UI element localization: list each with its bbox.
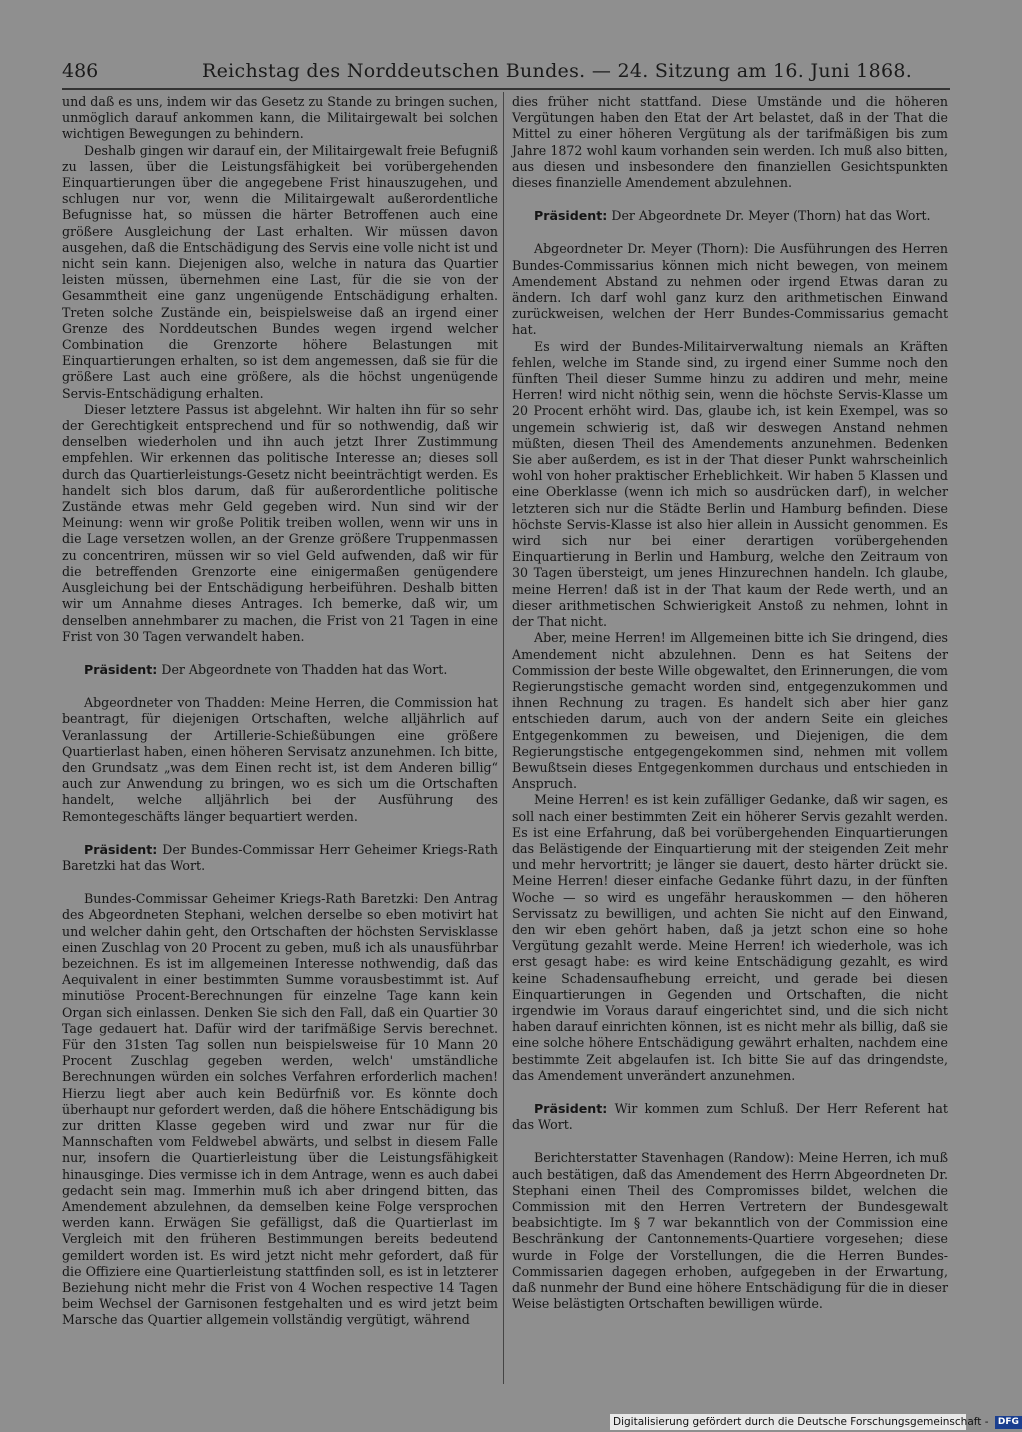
- paragraph: [512, 1150, 948, 1312]
- paragraph: [512, 94, 948, 191]
- header-rule: [62, 88, 950, 90]
- paragraph-text: Dieser letztere Passus ist abgelehnt. Wir halten ihn für so sehr der Gerechtigkeit entsprechend und für so nothwendig, daß wir denselben wiederholen und ihn auch jetzt Ihrer Zustimmung empfehlen. Wir erkennen das politische Interesse an; dieses soll durch das Quartierleistungs-Gesetz nicht beeinträchtigt werden. Es handelt sich blos darum, daß für außerordentliche politische Zustände etwas mehr Geld gegeben wird. Nun sind wir der Meinung: wenn wir große Politik treiben wollen, wenn wir uns in die Lage versetzen wollen, an der Grenze größere Truppenmassen zu concentriren, müssen wir so viel Geld aufwenden, daß wir für die betreffenden Grenzorte eine einigermaßen genügendere Ausgleichung bei der Entschädigung herbeiführen. Deshalb bitten wir um Annahme dieses Antrages. Ich bemerke, daß wir, um denselben annehmbarer zu machen, die Frist von 21 Tagen in eine Frist von 30 Tagen verwandelt haben.: [62, 401, 498, 644]
- paragraph: [512, 630, 948, 792]
- paragraph-text: Bundes-Commissar Geheimer Kriegs-Rath Baretzki: Den Antrag des Abgeordneten Stephani, welchen derselbe so eben motivirt hat und welcher dahin geht, den Ortschaften der höchsten Servisklasse einen Zuschlag von 20 Procent zu geben, muß ich als unausführbar bezeichnen. Es ist im allgemeinen Interesse nothwendig, daß das Aequivalent in einer bestimmten Summe vorausbestimmt ist. Auf minutiöse Procent-Berechnungen für einzelne Tage kann kein Organ sich einlassen. Denken Sie sich den Fall, daß ein Quartier 30 Tage gedauert hat. Dafür wird der tarifmäßige Servis berechnet. Für den 31sten Tag sollen nun beispielsweise für 10 Mann 20 Procent Zuschlag gegeben werden, welch' umständliche Berechnungen würden ein solches Verfahren erforderlich machen! Hierzu liegt aber auch kein Bedürfniß vor. Es könnte doch überhaupt nur gefordert werden, daß die höhere Entschädigung bis zur dritten Klasse gegeben wird und zwar nur für die Mannschaften vom Feldwebel abwärts, und selbst in diesem Falle nur, insofern die Quartierleistung über die Leistungsfähigkeit hinausginge. Dies vermisse ich in dem Antrage, wenn es auch dabei gedacht sein mag. Immerhin muß ich aber dringend bitten, das Amendement abzulehnen, da demselben keine Folge versprochen werden kann. Erwägen Sie gefälligst, daß die Quartierlast im Vergleich mit den früheren Bestimmungen bereits bedeutend gemildert worden ist. Es wird jetzt nicht mehr gefordert, daß für die Offiziere eine Quartierleistung stattfinden soll, es ist in letzterer Beziehung nicht mehr die Frist von 4 Wochen respective 14 Tagen beim Wechsel der Garnisonen festgehalten und es wird jetzt beim Marsche das Quartier allgemein vollständig vergütigt, während: [62, 891, 498, 1328]
- speaker-label: Präsident:: [84, 661, 158, 677]
- paragraph: [62, 402, 498, 645]
- paragraph-text: Der Abgeordnete Dr. Meyer (Thorn) hat das Wort.: [607, 208, 931, 224]
- paragraph: [62, 94, 498, 143]
- paragraph-text: Der Bundes-Commissar Herr Geheimer Kriegs-Rath Baretzki hat das Wort.: [62, 841, 498, 873]
- paragraph: [512, 241, 948, 338]
- speaker-label: Präsident:: [534, 1100, 608, 1116]
- paragraph: [512, 339, 948, 631]
- paragraph-text: Abgeordneter Dr. Meyer (Thorn): Die Ausführungen des Herren Bundes-Commissarius können mich nicht bewegen, von meinem Amendement Abstand zu nehmen oder irgend Etwas daran zu ändern. Ich darf wohl ganz kurz den arithmetischen Einwand zurückweisen, welchen der Herr Bundes-Commissarius gemacht hat.: [512, 241, 948, 338]
- paragraph: [62, 143, 498, 402]
- paragraph-text: Deshalb gingen wir darauf ein, der Militairgewalt freie Befugniß zu lassen, über die Leistungsfähigkeit bei vorübergehenden Einquartierungen über die angegebene Frist hinauszugehen, und schlugen nur vor, wenn die Militairgewalt außerordentliche Befugnisse hat, so müssen die härter Betroffenen auch eine größere Ausgleichung der Last erhalten. Wir müssen davon ausgehen, daß die Entschädigung des Servis eine volle nicht ist und nicht sein kann. Diejenigen also, welche in natura das Quartier leisten müssen, übernehmen eine Last, für die sie von der Gesammtheit eine ganz ungenügende Entschädigung erhalten. Treten solche Zustände ein, beispielsweise daß an irgend einer Grenze des Norddeutschen Bundes wegen irgend welcher Combination die Grenzorte höhere Belastungen mit Einquartierungen erhalten, so ist dem angemessen, daß sie für die größere Last auch eine größere, als die höchst ungenügende Servis-Entschädigung erhalten.: [62, 142, 498, 401]
- paragraph: [512, 1101, 948, 1133]
- page-header: [62, 58, 950, 84]
- paragraph-text: und daß es uns, indem wir das Gesetz zu Stande zu bringen suchen, unmöglich darauf ankommen kann, die Militairgewalt bei solchen wichtigen Bewegungen zu behindern.: [62, 94, 498, 142]
- paragraph-text: dies früher nicht stattfand. Diese Umstände und die höheren Vergütungen haben den Etat der Art belastet, daß in der That die Mittel zu einer höheren Vergütung als der tarifmäßigen bis zum Jahre 1872 wohl kaum vorhanden sein werden. Ich muß also bitten, aus diesen und insbesondere den finanziellen Gesichtspunkten dieses finanzielle Amendement abzulehnen.: [512, 94, 948, 191]
- paragraph-text: Es wird der Bundes-Militairverwaltung niemals an Kräften fehlen, welche im Stande sind, zu irgend einer Summe noch den fünften Theil dieser Summe hinzu zu addiren und mehr, meine Herren! wird nicht nöthig sein, wenn die höchste Servis-Klasse um 20 Procent erhöht wird. Das, glaube ich, ist kein Exempel, was so ungemein schwierig ist, daß wir deswegen Anstand nehmen müßten, diesen Theil des Amendements anzunehmen. Bedenken Sie aber außerdem, es ist in der That dieser Punkt wahrscheinlich wohl von hoher praktischer Erheblichkeit. Wir haben 5 Klassen und eine Oberklasse (wenn ich mich so ausdrücken darf), in welcher letzteren sich nur die Städte Berlin und Hamburg befinden. Diese höchste Servis-Klasse ist also hier allein in Aussicht genommen. Es wird sich nur bei einer derartigen vorübergehenden Einquartierung in Berlin und Hamburg, welche den Zeitraum von 30 Tagen übersteigt, um jenes Hinzurechnen handeln. Ich glaube, meine Herren! daß ist in der That kaum der Rede werth, und an dieser arithmetischen Schwierigkeit Anstoß zu nehmen, lohnt in der That nicht.: [512, 338, 948, 630]
- paragraph-text: Meine Herren! es ist kein zufälliger Gedanke, daß wir sagen, es soll nach einer bestimmten Zeit ein höherer Servis gezahlt werden. Es ist eine Erfahrung, daß bei vorübergehenden Einquartierungen das Belästigende der Einquartierung mit der steigenden Zeit mehr und mehr hervortritt; je länger sie dauert, desto härter drückt sie. Meine Herren! dieser einfache Gedanke führt dazu, in der fünften Woche — so wird es ungefähr herauskommen — den höheren Servissatz zu bewilligen, und achten Sie nicht auf den Einwand, den wir eben gehört haben, daß ja jetzt schon eine so hohe Vergütung gezahlt werde. Meine Herren! ich wiederhole, was ich erst gesagt habe: es wird keine Entschädigung gezahlt, es wird keine Schadensaufhebung erreicht, und gerade bei diesen Einquartierungen in Gegenden und Ortschaften, die nicht irgendwie im Voraus darauf eingerichtet sind, und die sich nicht haben darauf einrichten können, ist es nicht mehr als billig, daß sie eine solche höhere Entschädigung gewährt erhalten, nachdem eine bestimmte Zeit abgelaufen ist. Ich bitte Sie auf das dringendste, das Amendement unverändert anzunehmen.: [512, 792, 948, 1083]
- paragraph: [62, 695, 498, 825]
- paragraph-text: Der Abgeordnete von Thadden hat das Wort.: [157, 661, 448, 677]
- speaker-label: Präsident:: [84, 841, 158, 857]
- paragraph: [62, 842, 498, 874]
- paragraph-text: Berichterstatter Stavenhagen (Randow): Meine Herren, ich muß auch bestätigen, daß das Amendement des Herrn Abgeordneten Dr. Stephani einen Theil des Compromisses bildet, welchen die Commission mit den Herren Vertretern der Bundesgewalt beabsichtigte. Im § 7 war bekanntlich von der Commission eine Beschränkung der Cantonnements-Quartiere vorgesehen; diese wurde in Folge der Vorstellungen, die die Herren Bundes-Commissarien dagegen erhoben, aufgegeben in der Erwartung, daß nunmehr der Bund eine höhere Entschädigung für die in dieser Weise belästigten Ortschaften bewilligen würde.: [512, 1150, 948, 1312]
- speaker-label: Präsident:: [534, 208, 608, 224]
- left-column: [62, 94, 498, 1384]
- dfg-footer: [610, 1414, 1019, 1430]
- column-divider: [503, 92, 504, 1384]
- right-column: [512, 94, 948, 1384]
- paragraph: [512, 208, 948, 224]
- paragraph: [512, 792, 948, 1084]
- footer-text: Digitalisierung gefördert durch die Deutsche Forschungsgemeinschaft -: [613, 1416, 989, 1428]
- paragraph-text: Abgeordneter von Thadden: Meine Herren, die Commission hat beantragt, für diejenigen Ortschaften, welche alljährlich auf Veranlassung der Artillerie-Schießübungen eine größere Quartierlast haben, einen höheren Servisatz anzunehmen. Ich bitte, den Grundsatz „was dem Einen recht ist, ist dem Anderen billig“ auch zur Anwendung zu bringen, wo es sich um die Ortschaften handelt, welche alljährlich bei der Ausführung des Remontegeschäfts länger bequartiert werden.: [62, 695, 498, 824]
- paragraph-text: Aber, meine Herren! im Allgemeinen bitte ich Sie dringend, dies Amendement nicht abzulehnen. Denn es hat Seitens der Commission der beste Wille obgewaltet, den Erinnerungen, die vom Regierungstische gemacht worden sind, entgegenzukommen und ihnen Rechnung zu tragen. Es handelt sich aber hier ganz entschieden darum, auch von der andern Seite ein gleiches Entgegenkommen zu beweisen, und Diejenigen, die dem Regierungstische entgegengekommen sind, nehmen mit vollem Bewußtsein dieses Entgegenkommen durchaus und entschieden in Anspruch.: [512, 630, 948, 792]
- paragraph-text: Wir kommen zum Schluß. Der Herr Referent hat das Wort.: [512, 1100, 948, 1133]
- page-number: 486: [62, 60, 99, 82]
- dfg-logo-icon: DFG: [995, 1416, 1022, 1429]
- paragraph: [62, 891, 498, 1328]
- paragraph: [62, 662, 498, 678]
- running-title: Reichstag des Norddeutschen Bundes. — 24. Sitzung am 16. Juni 1868.: [202, 60, 913, 82]
